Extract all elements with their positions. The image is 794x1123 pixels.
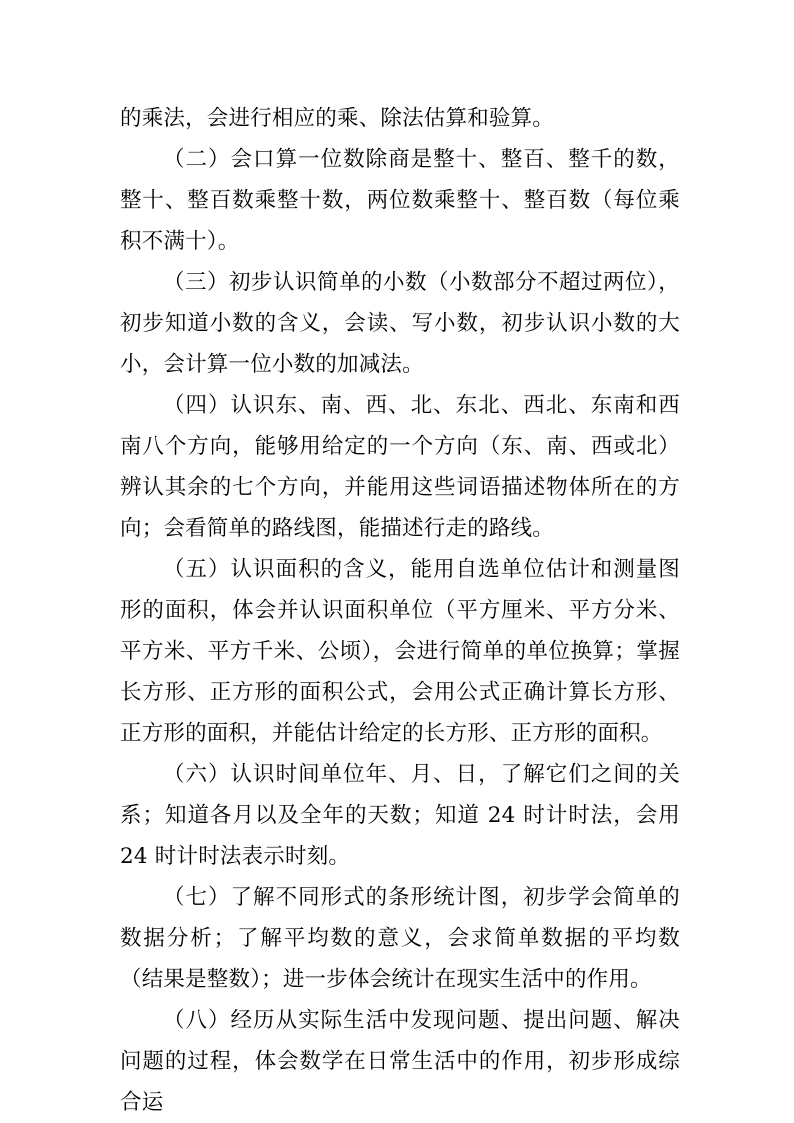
paragraph-item-4: （四）认识东、南、西、北、东北、西北、东南和西南八个方向，能够用给定的一个方向（东、南、西或北）辨认其余的七个方向，并能用这些词语描述物体所在的方向；会看简单的路线图，能描述行走的路线。 bbox=[120, 393, 680, 541]
paragraph-item-7: （七）了解不同形式的条形统计图，初步学会简单的数据分析；了解平均数的意义，会求简单数据的平均数（结果是整数）；进一步体会统计在现实生活中的作用。 bbox=[120, 885, 680, 992]
paragraph-item-6: （六）认识时间单位年、月、日，了解它们之间的关系；知道各月以及全年的天数；知道 24 时计时法，会用 24 时计时法表示时刻。 bbox=[120, 762, 680, 869]
paragraph-item-5: （五）认识面积的含义，能用自选单位估计和测量图形的面积，体会并认识面积单位（平方厘米、平方分米、平方米、平方千米、公顷），会进行简单的单位换算；掌握长方形、正方形的面积公式，会用公式正确计算长方形、正方形的面积，并能估计给定的长方形、正方形的面积。 bbox=[120, 557, 680, 746]
paragraph-item-8: （八）经历从实际生活中发现问题、提出问题、解决问题的过程，体会数学在日常生活中的作用，初步形成综合运 bbox=[120, 1008, 680, 1115]
document-body bbox=[120, 98, 680, 1123]
paragraph-continuation: 的乘法，会进行相应的乘、除法估算和验算。 bbox=[120, 106, 555, 131]
paragraph-item-3: （三）初步认识简单的小数（小数部分不超过两位），初步知道小数的含义，会读、写小数，初步认识小数的大小，会计算一位小数的加减法。 bbox=[120, 270, 680, 377]
paragraph-item-2: （二）会口算一位数除商是整十、整百、整千的数，整十、整百数乘整十数，两位数乘整十、整百数（每位乘积不满十）。 bbox=[120, 147, 680, 254]
